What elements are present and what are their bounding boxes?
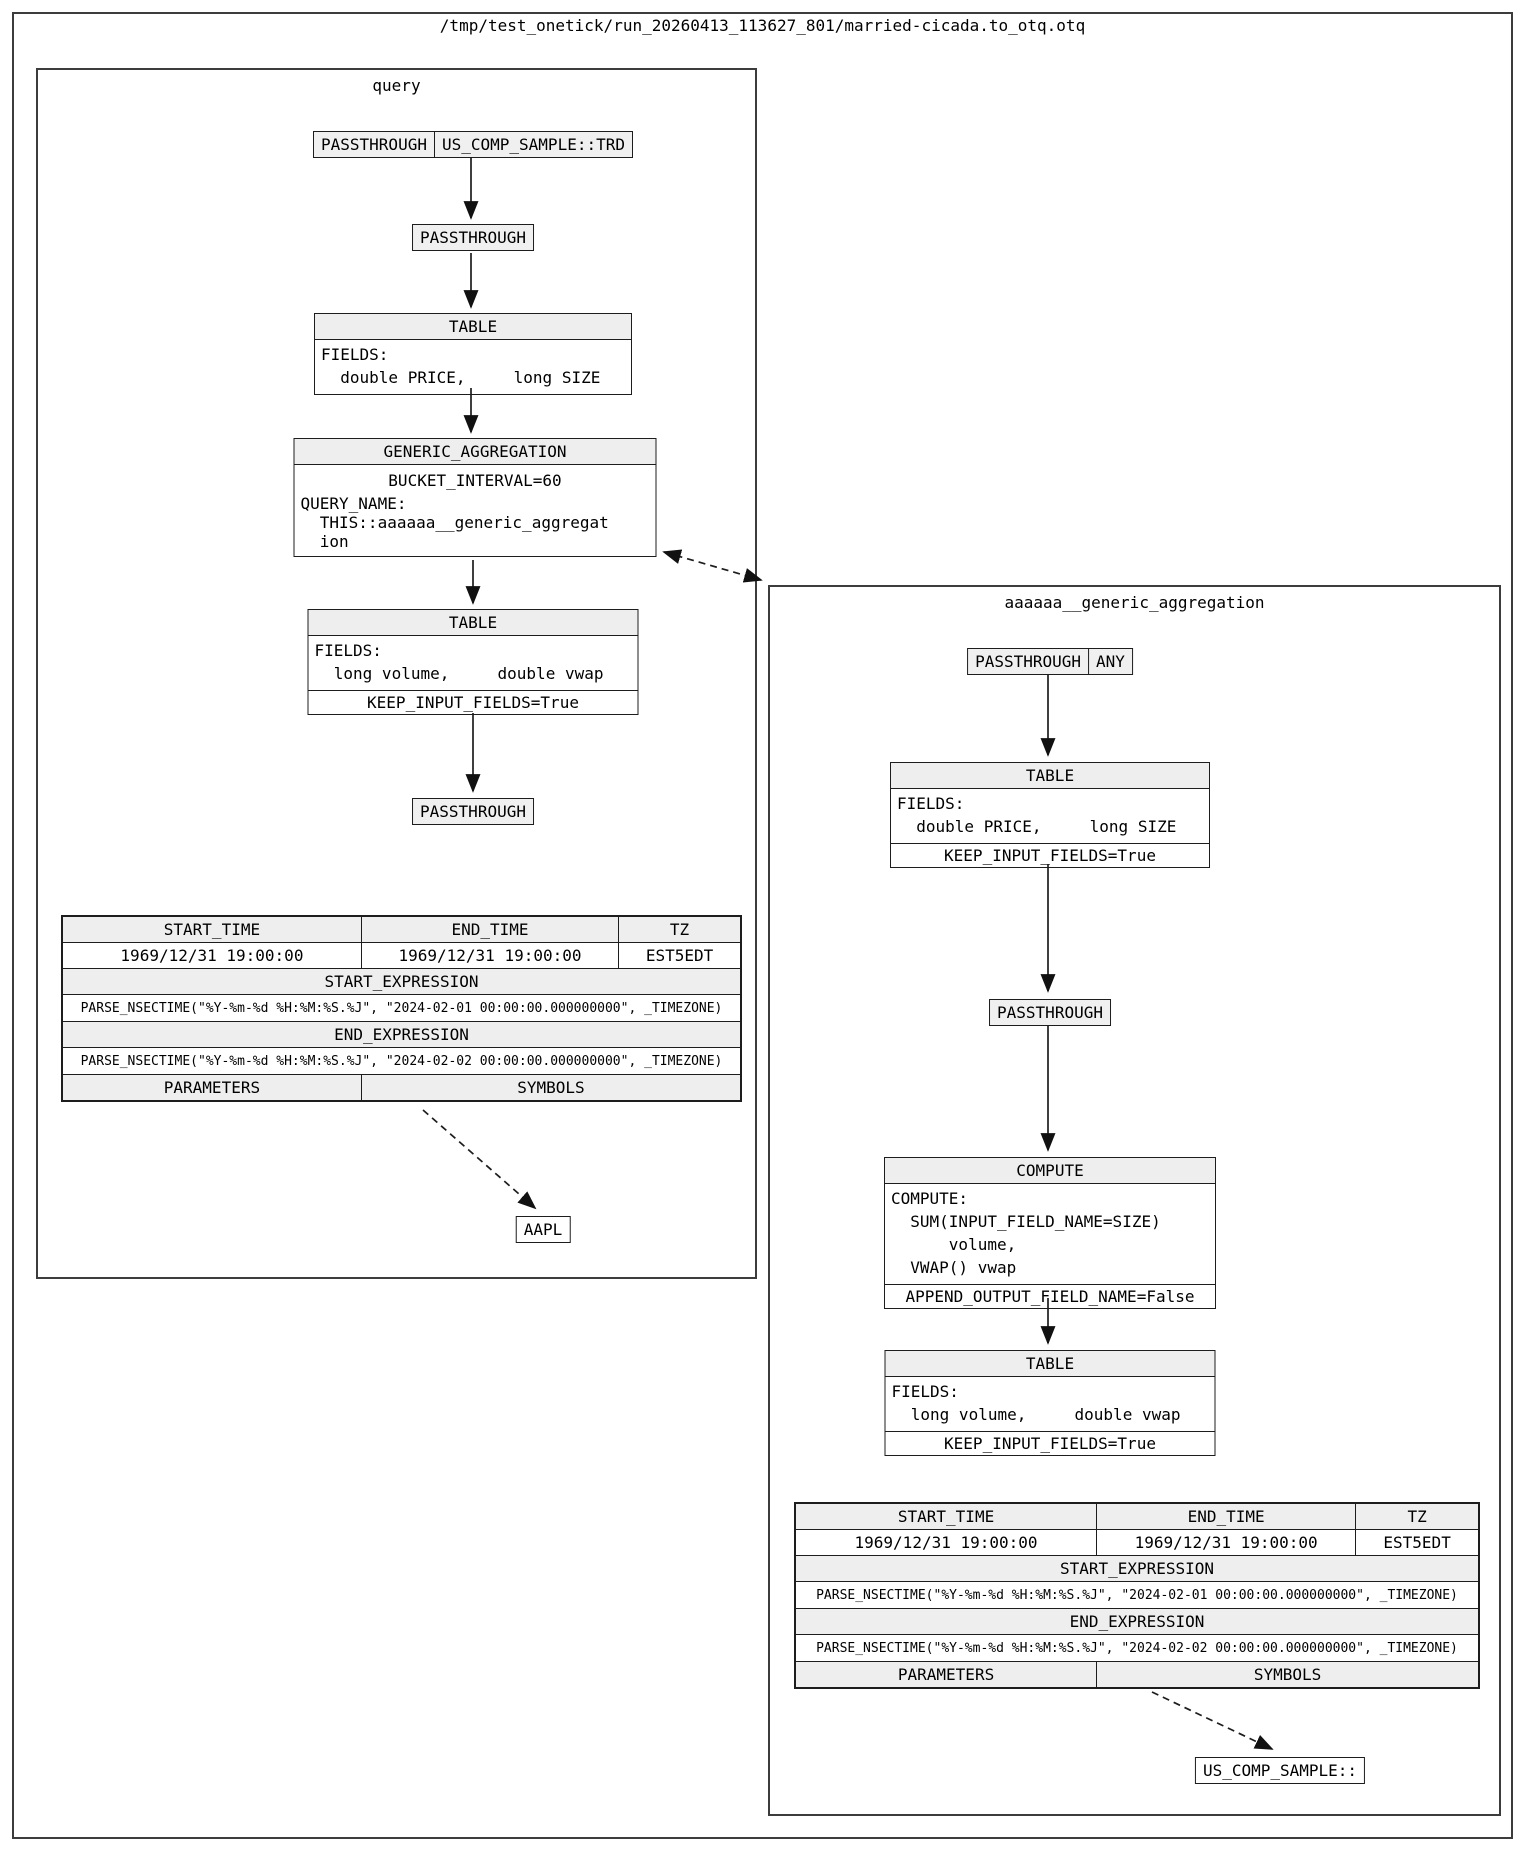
keep-input-fields-param: KEEP_INPUT_FIELDS=True [886, 1431, 1215, 1455]
append-output-field-name-param: APPEND_OUTPUT_FIELD_NAME=False [885, 1284, 1215, 1308]
fields-label: FIELDS: [321, 345, 389, 364]
fields-value: double PRICE, long SIZE [897, 817, 1177, 836]
parameters-header: PARAMETERS [796, 1662, 1096, 1687]
end-expression-value: PARSE_NSECTIME("%Y-%m-%d %H:%M:%S.%J", "2024-02-02 00:00:00.000000000", _TIMEZONE) [80, 1054, 723, 1069]
end-expression-value: PARSE_NSECTIME("%Y-%m-%d %H:%M:%S.%J", "2024-02-02 00:00:00.000000000", _TIMEZONE) [816, 1641, 1458, 1656]
compute-node-title: COMPUTE [885, 1158, 1215, 1184]
keep-input-fields-param: KEEP_INPUT_FIELDS=True [891, 843, 1209, 867]
end-time-value: 1969/12/31 19:00:00 [1096, 1530, 1355, 1555]
table-node-title: TABLE [891, 763, 1209, 789]
passthrough-op-cell: PASSTHROUGH [321, 135, 427, 154]
query-cluster-label: query [372, 76, 421, 95]
diagram-title: /tmp/test_onetick/run_20260413_113627_801/married-cicada.to_otq.otq [439, 16, 1086, 35]
query-run-info-table [61, 915, 742, 1102]
compute-sum-line: SUM(INPUT_FIELD_NAME=SIZE) [891, 1212, 1161, 1231]
query-name-label: QUERY_NAME: [300, 494, 407, 513]
start-time-header: START_TIME [796, 1504, 1096, 1529]
start-expression-value: PARSE_NSECTIME("%Y-%m-%d %H:%M:%S.%J", "2024-02-01 00:00:00.000000000", _TIMEZONE) [816, 1588, 1458, 1603]
start-expression-value: PARSE_NSECTIME("%Y-%m-%d %H:%M:%S.%J", "2024-02-01 00:00:00.000000000", _TIMEZONE) [80, 1001, 723, 1016]
query-name-value-line2: ion [300, 532, 349, 551]
tz-header: TZ [1355, 1504, 1478, 1529]
compute-vwap-line: VWAP() vwap [891, 1258, 1017, 1277]
agg-run-info-table [794, 1502, 1480, 1689]
table-node-title: TABLE [315, 314, 631, 340]
passthrough-op-cell: PASSTHROUGH [975, 652, 1082, 671]
compute-node [884, 1157, 1216, 1309]
tz-value: EST5EDT [1355, 1530, 1478, 1555]
query-name-value-line1: THIS::aaaaaa__generic_aggregat [300, 513, 609, 532]
generic-aggregation-title: GENERIC_AGGREGATION [295, 439, 656, 465]
query-table-in-node [314, 313, 632, 395]
query-cluster [36, 68, 757, 1279]
start-expression-header: START_EXPRESSION [796, 1556, 1478, 1581]
table-node-title: TABLE [886, 1351, 1215, 1377]
query-passthrough-bottom-node: PASSTHROUGH [412, 798, 534, 825]
end-expression-header: END_EXPRESSION [63, 1022, 740, 1047]
tz-value: EST5EDT [618, 943, 740, 968]
query-symbol-node: AAPL [516, 1216, 571, 1243]
compute-volume-line: volume, [891, 1235, 1017, 1254]
symbols-header: SYMBOLS [1096, 1662, 1478, 1687]
end-time-header: END_TIME [1096, 1504, 1355, 1529]
start-expression-header: START_EXPRESSION [63, 969, 740, 994]
fields-label: FIELDS: [897, 794, 965, 813]
source-symbol-cell: ANY [1088, 649, 1132, 674]
keep-input-fields-param: KEEP_INPUT_FIELDS=True [309, 690, 638, 714]
source-symbol-cell: US_COMP_SAMPLE::TRD [434, 132, 632, 157]
fields-value: double PRICE, long SIZE [321, 368, 601, 387]
end-time-header: END_TIME [361, 917, 618, 942]
fields-value: long volume, double vwap [314, 664, 604, 683]
table-node-title: TABLE [309, 610, 638, 636]
agg-table-in-node [890, 762, 1210, 868]
bucket-interval-param: BUCKET_INTERVAL=60 [388, 471, 562, 490]
symbols-header: SYMBOLS [361, 1075, 740, 1100]
agg-cluster-label: aaaaaa__generic_aggregation [1004, 593, 1265, 612]
agg-symbol-node: US_COMP_SAMPLE:: [1195, 1757, 1365, 1784]
end-time-value: 1969/12/31 19:00:00 [361, 943, 618, 968]
start-time-header: START_TIME [63, 917, 361, 942]
compute-label: COMPUTE: [891, 1189, 969, 1208]
fields-value: long volume, double vwap [891, 1405, 1181, 1424]
parameters-header: PARAMETERS [63, 1075, 361, 1100]
start-time-value: 1969/12/31 19:00:00 [854, 1533, 1038, 1552]
agg-cluster [768, 585, 1501, 1816]
fields-label: FIELDS: [891, 1382, 959, 1401]
agg-passthrough-node: PASSTHROUGH [989, 999, 1111, 1026]
query-table-out-node [308, 609, 639, 715]
agg-table-out-node [885, 1350, 1216, 1456]
fields-label: FIELDS: [314, 641, 382, 660]
tz-header: TZ [618, 917, 740, 942]
end-expression-header: END_EXPRESSION [796, 1609, 1478, 1634]
agg-source-node [967, 648, 1133, 675]
query-source-node [313, 131, 633, 158]
generic-aggregation-node [294, 438, 657, 557]
start-time-value: 1969/12/31 19:00:00 [120, 946, 304, 965]
query-passthrough-top-node: PASSTHROUGH [412, 224, 534, 251]
